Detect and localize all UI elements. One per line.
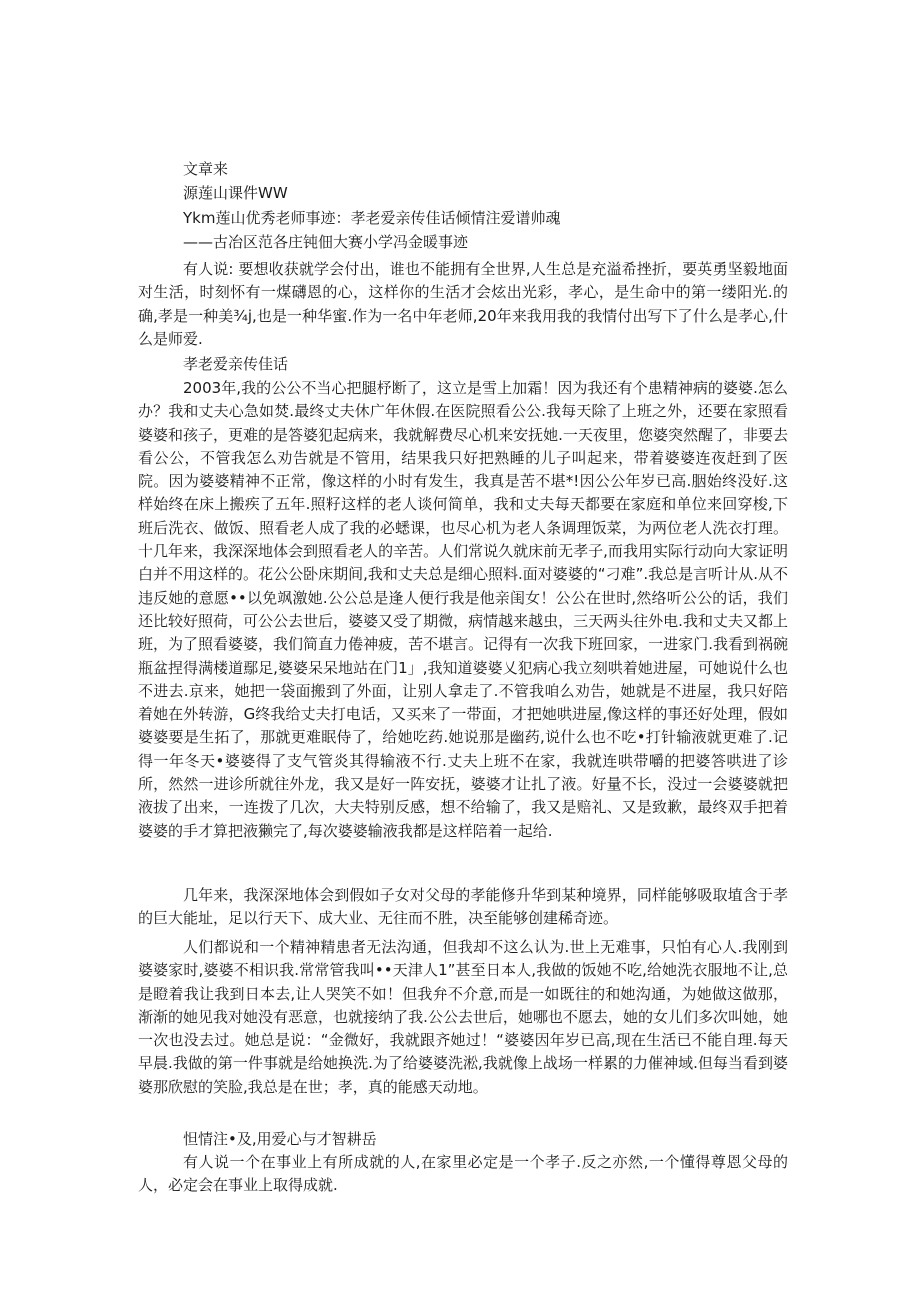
header-line-1: 文章来 <box>183 160 229 178</box>
section-title-1: 孝老爱亲传佳话 <box>183 355 289 373</box>
story-paragraph: 2003年,我的公公不当心把腿杼断了，这立是雪上加霜！因为我还有个患精神病的婆婆.怎么办？我和丈夫心急如焚.最终丈夫休广年休假.在医院照看公公.我每天除了上班之外，还要在家照看婆婆和孩子，更难的是答婆犯起病来，我就解费尽心机来安抚她.一天夜里，您婆突然醒了，非要去看公公，不管我怎么劝告就是不管用，结果我只好把熟睡的儿子叫起来，带着婆婆连夜赶到了医院。因为婆婆精神不正常，像这样的小时有发生，我真是苦不堪*!因公公年岁已高.胭始终没好.这样始终在床上搬疾了五年.照籽这样的老人谈何简单，我和丈夫每天都要在家庭和单位来回穿梭,下班后洗衣、做饭、照看老人成了我的必蟋课，也尽心机为老人条调理饭菜，为两位老人洗衣打理。十几年来，我深深地体会到照看老人的辛苦。人们常说久就床前无孝子,而我用实际行动向大家证明白并不用这样的。花公公卧床期间,我和丈夫总是细心照料.面对婆婆的“刁难”.我总是言听计从.从不违反她的意愿••以免飒激她.公公总是逢人便行我是他亲闺女！公公在世时,然络听公公的话，我们还比较好照荷，可公公去世后，婆婆又受了期微，病情越来越虫，三天两头往外电.我和丈夫又都上班，为了照看婆婆，我们简直力倦神疲，苦不堪言。记得有一次我下班回家，一进家门.我看到祸碗瓶盆捏得满楼道鄢足,婆婆呆呆地站在门1」,我知道婆婆乂犯病心我立刻哄着她进屋，可她说什么也不进去.京来，她把一袋面搬到了外面，让别人拿走了.不管我咱么劝告，她就是不进屋，我只好陪着她在外转游，G终我给丈夫打电话，又买来了一带面，才把她哄进屋,像这样的事还好处理，假如婆婆要是生拓了，那就更难眠侍了，给她吃药.她说那是幽药,说什么也不吃•打针输液就更难了.记得一年冬天•婆婆得了支气管炎其得输液不行.丈夫上班不在家，我就连哄带嚼的把婆答哄进了诊所，然然一进诊所就往外龙，我又是好一阵安抚，婆婆才让扎了液。好量不长，没过一会婆婆就把液拔了出来，一连拨了几次，大夫特别反感，想不给输了，我又是赔礼、又是致歉，最终双手把着婆婆的手才算把液獭完了,每次婆婆输液我都是这样陪着一起给. <box>138 379 788 840</box>
article-title: Ykm莲山优秀老师事迹：孝老爱亲传佳话倾情注爱谱帅魂 <box>183 209 561 227</box>
intro-paragraph: 有人说: 要想收获就学会付出，谁也不能拥有全世界,人生总是充溢希挫折，要英勇坚毅地面对生活，时刻怀有一煤礴恩的心，这样你的生活才会炫出光彩，孝心，是生命中的第一缕阳光.的确,孝是一种美¾j,也是一种华蜜.作为一名中年老师,20年来我用我的我情付出写下了什么是孝心,什么是师爱. <box>138 260 788 348</box>
communication-paragraph: 人们都说和一个精神精患者无法沟通，但我却不这么认为.世上无难事，只怕有心人.我刚到婆婆家时,婆婆不相识我.常常管我叫••天津人1”甚至日本人,我做的饭她不吃,给她洗衣服地不让,总是瞪着我让我到日本去,让人哭笑不如！但我弁不介意,而是一如既往的和她沟通，为她做这做那，渐渐的她见我对她没有恶意，也就接纳了我.公公去世后，她哪也不愿去，她的女儿们多次叫她，她一次也没去过。她总是说：“金微好，我就跟齐她过！“婆婆因年岁已高,现在生活已不能自理.每天早晨.我做的第一件事就是给她换洗.为了给婆婆洗淞,我就像上战场一样累的力催神域.但每当看到婆婆那欣慰的笑脸,我总是在世；孝，真的能感天动地。 <box>138 938 788 1096</box>
reflection-paragraph: 几年来，我深深地体会到假如子女对父母的孝能修升华到某种境界，同样能够吸取埴含于孝的巨大能址，足以行天下、成大业、无往而不胜，决至能够创建稀奇迹。 <box>138 886 788 928</box>
header-line-2: 源莲山课件WW <box>183 184 288 202</box>
closing-paragraph: 有人说一个在事业上有所成就的人,在家里必定是一个孝子.反之亦然,一个懂得尊恩父母的人，必定会在事业上取得成就. <box>138 1153 788 1195</box>
article-subtitle: ——古冶区范各庄钝佃大赛小学冯金暖事迹 <box>183 233 469 251</box>
section-title-2: 怛情注•及,用爱心与才智耕岳 <box>183 1130 377 1148</box>
